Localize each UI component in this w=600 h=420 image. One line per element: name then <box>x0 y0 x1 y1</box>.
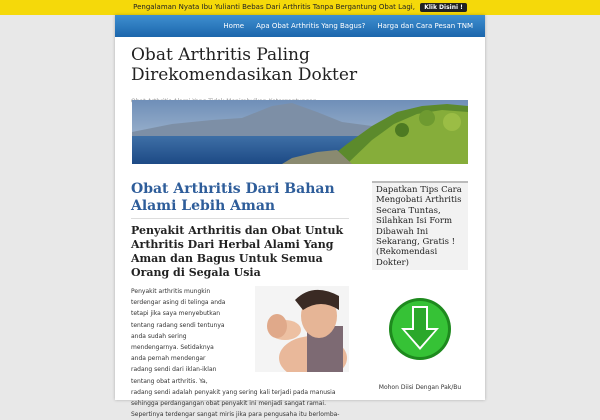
nav-item-harga[interactable]: Harga dan Cara Pesan TNM <box>377 22 473 30</box>
paragraph-line: anda sudah sering <box>131 332 187 340</box>
main-navigation <box>115 15 485 37</box>
paragraph-line: tentang radang sendi tentunya <box>131 321 225 329</box>
paragraph-line: sehingga perdangangan obat penyakit ini menjadi sangat ramai. <box>131 400 326 408</box>
header-banner-image <box>132 100 468 164</box>
paragraph-line: tetapi jika saya menyebutkan <box>131 310 221 318</box>
site-title[interactable]: Obat Arthritis Paling Direkomendasikan Dokter <box>131 45 358 85</box>
paragraph-line: terdengar asing di telinga anda <box>131 299 226 307</box>
post-subheading: Penyakit Arthritis dan Obat Untuk Arthritis Dari Herbal Alami Yang Aman dan Bagus Untuk Semua Orang di Segala Usia <box>131 224 344 279</box>
paragraph-line: Sepertinya terdengar sangat miris jika para pengusaha itu berlomba- <box>131 411 340 419</box>
sidebar-form-note: Mohon Diisi Dengan Pak/Bu <box>378 384 462 392</box>
paragraph-line: Penyakit arthritis mungkin <box>131 288 211 295</box>
nav-item-home[interactable]: Home <box>223 22 245 30</box>
shoulder-pain-photo <box>255 286 349 372</box>
paragraph-line: mendengarnya. Setidaknya <box>131 344 214 352</box>
paragraph-line: anda pernah mendengar <box>131 355 206 363</box>
main-content <box>131 181 349 420</box>
nav-item-obat-arthritis[interactable]: Apa Obat Arthritis Yang Bagus? <box>256 22 366 30</box>
notice-click-button[interactable]: Klik Disini ! <box>420 3 467 12</box>
post-title[interactable]: Obat Arthritis Dari Bahan Alami Lebih Aman <box>131 181 349 219</box>
sidebar-promo-text: Dapatkan Tips Cara Mengobati Arthritis Secara Tuntas, Silahkan Isi Form Dibawah Ini Sekarang, Gratis ! (Rekomendasi Dokter) <box>372 181 468 270</box>
page-container <box>115 15 485 419</box>
paragraph-line: radang sendi dari iklan-iklan <box>131 366 217 374</box>
top-notice-bar <box>0 0 600 15</box>
notice-text: Pengalaman Nyata Ibu Yulianti Bebas Dari Arthritis Tanpa Bergantung Obat Lagi, <box>133 3 415 11</box>
sidebar <box>372 181 468 391</box>
paragraph-line: radang sendi adalah penyakit yang sering kali terjadi pada manusia <box>131 388 336 396</box>
down-arrow-icon <box>387 296 453 362</box>
paragraph-line: tentang obat arthritis. Ya, <box>131 377 208 385</box>
